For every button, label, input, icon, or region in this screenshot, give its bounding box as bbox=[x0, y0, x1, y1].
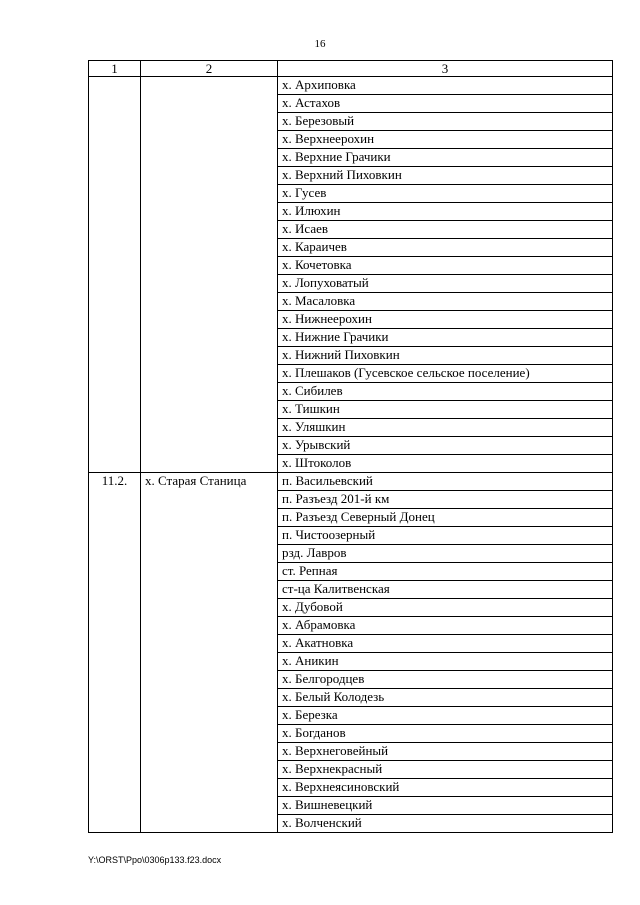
table-row bbox=[89, 77, 613, 95]
settlement-name-cell: х. Верхнеговейный bbox=[278, 743, 613, 761]
settlement-name-cell: х. Вишневецкий bbox=[278, 797, 613, 815]
settlement-name-cell: х. Исаев bbox=[278, 221, 613, 239]
settlement-name-cell: х. Астахов bbox=[278, 95, 613, 113]
file-path-footer: Y:\ORST\Ppo\0306p133.f23.docx bbox=[88, 855, 222, 865]
settlement-name-cell: х. Кочетовка bbox=[278, 257, 613, 275]
table-row bbox=[89, 473, 613, 491]
settlement-name-cell: х. Нижний Пиховкин bbox=[278, 347, 613, 365]
table-header-row bbox=[89, 61, 613, 77]
settlement-name-cell: х. Абрамовка bbox=[278, 617, 613, 635]
settlement-name-cell: х. Тишкин bbox=[278, 401, 613, 419]
settlement-name-cell: ст-ца Калитвенская bbox=[278, 581, 613, 599]
settlement-name-cell: х. Урывский bbox=[278, 437, 613, 455]
table-body bbox=[89, 61, 613, 833]
settlement-name-cell: х. Верхние Грачики bbox=[278, 149, 613, 167]
settlement-name-cell: х. Масаловка bbox=[278, 293, 613, 311]
settlement-name-cell: х. Березовый bbox=[278, 113, 613, 131]
settlement-name-cell: х. Верхнекрасный bbox=[278, 761, 613, 779]
row-number-cell bbox=[89, 77, 141, 473]
settlement-name-cell: рзд. Лавров bbox=[278, 545, 613, 563]
settlement-name-cell: х. Аникин bbox=[278, 653, 613, 671]
settlement-name-cell: х. Нижнеерохин bbox=[278, 311, 613, 329]
header-cell-3: 3 bbox=[278, 61, 613, 77]
settlement-name-cell: х. Березка bbox=[278, 707, 613, 725]
settlement-name-cell: х. Верхний Пиховкин bbox=[278, 167, 613, 185]
settlement-name-cell: х. Плешаков (Гусевское сельское поселение) bbox=[278, 365, 613, 383]
settlement-name-cell: х. Верхнеясиновский bbox=[278, 779, 613, 797]
settlement-name-cell: х. Дубовой bbox=[278, 599, 613, 617]
settlement-center-cell: х. Старая Станица bbox=[141, 473, 278, 833]
settlement-name-cell: ст. Репная bbox=[278, 563, 613, 581]
settlement-name-cell: п. Чистоозерный bbox=[278, 527, 613, 545]
settlement-name-cell: х. Уляшкин bbox=[278, 419, 613, 437]
header-cell-1: 1 bbox=[89, 61, 141, 77]
settlement-name-cell: х. Илюхин bbox=[278, 203, 613, 221]
row-number-cell: 11.2. bbox=[89, 473, 141, 833]
settlement-name-cell: х. Сибилев bbox=[278, 383, 613, 401]
settlement-name-cell: п. Разъезд 201-й км bbox=[278, 491, 613, 509]
settlement-name-cell: х. Штоколов bbox=[278, 455, 613, 473]
settlement-name-cell: х. Лопуховатый bbox=[278, 275, 613, 293]
settlement-name-cell: х. Белгородцев bbox=[278, 671, 613, 689]
settlement-name-cell: х. Верхнеерохин bbox=[278, 131, 613, 149]
page-number: 16 bbox=[314, 38, 326, 50]
settlement-name-cell: х. Гусев bbox=[278, 185, 613, 203]
settlement-name-cell: х. Белый Колодезь bbox=[278, 689, 613, 707]
settlement-name-cell: х. Караичев bbox=[278, 239, 613, 257]
settlement-name-cell: х. Акатновка bbox=[278, 635, 613, 653]
settlement-name-cell: х. Богданов bbox=[278, 725, 613, 743]
settlements-table bbox=[88, 60, 613, 833]
settlement-name-cell: х. Архиповка bbox=[278, 77, 613, 95]
settlement-name-cell: х. Нижние Грачики bbox=[278, 329, 613, 347]
settlement-name-cell: х. Волченский bbox=[278, 815, 613, 833]
settlement-center-cell bbox=[141, 77, 278, 473]
settlement-name-cell: п. Васильевский bbox=[278, 473, 613, 491]
header-cell-2: 2 bbox=[141, 61, 278, 77]
settlement-name-cell: п. Разъезд Северный Донец bbox=[278, 509, 613, 527]
